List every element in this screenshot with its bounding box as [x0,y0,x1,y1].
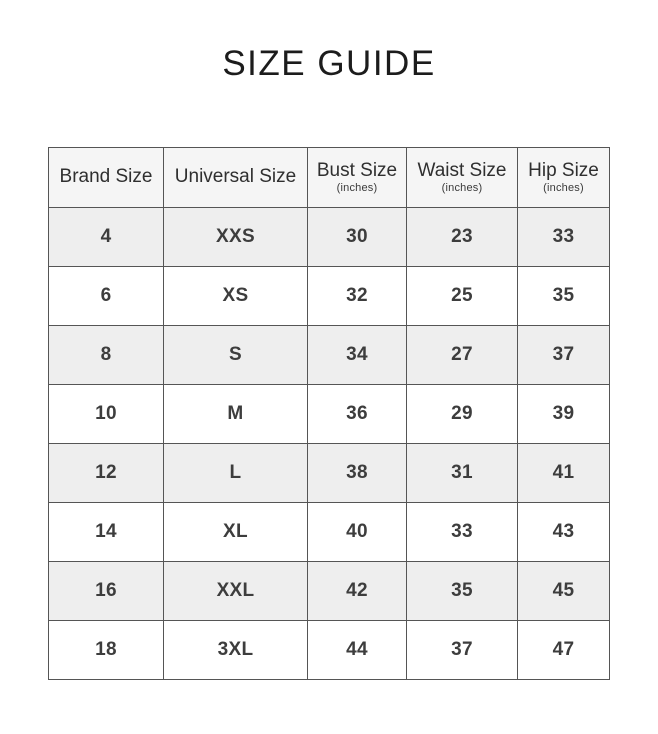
table-cell: 32 [308,267,407,326]
table-cell: 25 [407,267,518,326]
table-cell: 8 [49,326,164,385]
table-row [49,562,610,621]
size-guide-table [48,147,610,680]
table-cell: 35 [518,267,610,326]
table-cell: XXL [164,562,308,621]
table-cell: 16 [49,562,164,621]
table-cell: 41 [518,444,610,503]
table-body [49,208,610,680]
header-cell-hip-size [518,148,610,208]
table-cell: 18 [49,621,164,680]
table-cell: 37 [407,621,518,680]
header-cell-universal-size [164,148,308,208]
header-label: Hip Size [528,159,599,181]
table-row [49,444,610,503]
table-row [49,621,610,680]
table-cell: 33 [518,208,610,267]
header-cell-brand-size [49,148,164,208]
table-cell: 27 [407,326,518,385]
table-row [49,385,610,444]
table-cell: 4 [49,208,164,267]
table-cell: S [164,326,308,385]
header-cell-waist-size [407,148,518,208]
table-cell: 47 [518,621,610,680]
table-cell: 23 [407,208,518,267]
header-unit: (inches) [441,182,483,195]
table-cell: 10 [49,385,164,444]
table-cell: 36 [308,385,407,444]
header-cell-bust-size [308,148,407,208]
table-cell: 14 [49,503,164,562]
table-row [49,208,610,267]
table-cell: 34 [308,326,407,385]
header-label: Universal Size [174,166,297,188]
table-row [49,267,610,326]
table-cell: 30 [308,208,407,267]
table-row [49,326,610,385]
table-cell: 43 [518,503,610,562]
table-cell: M [164,385,308,444]
table-cell: 38 [308,444,407,503]
table-cell: 33 [407,503,518,562]
table-cell: 42 [308,562,407,621]
header-unit: (inches) [543,182,584,195]
table-cell: 31 [407,444,518,503]
table-cell: L [164,444,308,503]
header-label: Brand Size [59,166,153,188]
table-cell: 29 [407,385,518,444]
header-unit: (inches) [336,182,378,195]
table-cell: XS [164,267,308,326]
table-header [49,148,610,208]
header-row [49,148,610,208]
page-title: SIZE GUIDE [222,44,436,83]
header-label: Bust Size [316,159,398,181]
table-cell: XXS [164,208,308,267]
table-cell: 35 [407,562,518,621]
table-cell: 37 [518,326,610,385]
table-cell: 6 [49,267,164,326]
header-label: Waist Size [417,159,507,181]
table-cell: 40 [308,503,407,562]
table-cell: 12 [49,444,164,503]
table-cell: XL [164,503,308,562]
table-cell: 45 [518,562,610,621]
table-row [49,503,610,562]
table-cell: 3XL [164,621,308,680]
table-cell: 44 [308,621,407,680]
table-cell: 39 [518,385,610,444]
